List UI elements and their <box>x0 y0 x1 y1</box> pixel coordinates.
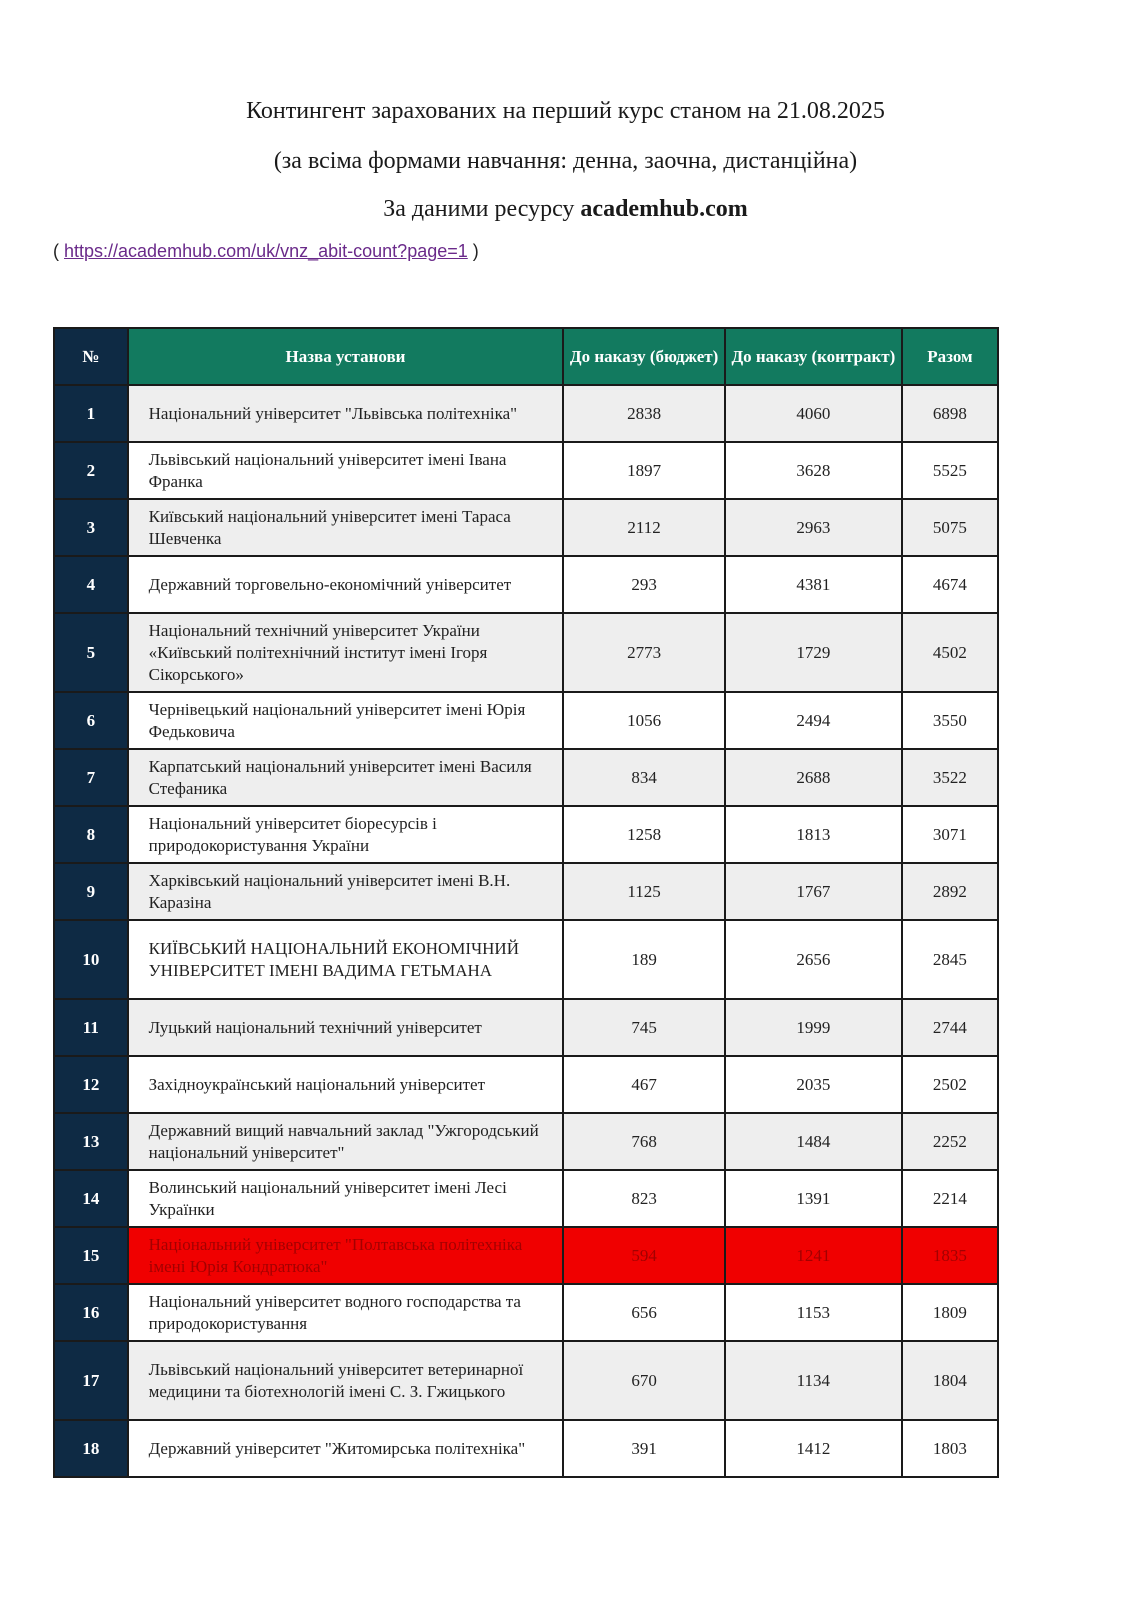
table-row <box>54 556 998 613</box>
table-row <box>54 749 998 806</box>
institution-name: Волинський національний університет імені Лесі Українки <box>128 1170 564 1227</box>
contract-count: 1391 <box>725 1170 902 1227</box>
contract-count: 2656 <box>725 920 902 999</box>
header-budget: До наказу (бюджет) <box>563 328 725 385</box>
table-row <box>54 613 998 692</box>
total-count: 6898 <box>902 385 998 442</box>
source-close-paren: ) <box>467 241 479 261</box>
budget-count: 1258 <box>563 806 725 863</box>
institution-name: Львівський національний університет імені Івана Франка <box>128 442 564 499</box>
institution-name: Державний вищий навчальний заклад "Ужгородський національний університет" <box>128 1113 564 1170</box>
table-row <box>54 385 998 442</box>
row-number: 1 <box>54 385 128 442</box>
row-number: 9 <box>54 863 128 920</box>
institution-name: Національний університет "Львівська політехніка" <box>128 385 564 442</box>
institution-name: КИЇВСЬКИЙ НАЦІОНАЛЬНИЙ ЕКОНОМІЧНИЙ УНІВЕРСИТЕТ ІМЕНІ ВАДИМА ГЕТЬМАНА <box>128 920 564 999</box>
total-count: 2845 <box>902 920 998 999</box>
row-number: 15 <box>54 1227 128 1284</box>
contract-count: 1484 <box>725 1113 902 1170</box>
row-number: 17 <box>54 1341 128 1420</box>
contract-count: 2035 <box>725 1056 902 1113</box>
total-count: 5525 <box>902 442 998 499</box>
data-source-line <box>0 194 1131 224</box>
total-count: 2744 <box>902 999 998 1056</box>
total-count: 3550 <box>902 692 998 749</box>
total-count: 2214 <box>902 1170 998 1227</box>
contract-count: 1153 <box>725 1284 902 1341</box>
row-number: 16 <box>54 1284 128 1341</box>
institution-name: Луцький національний технічний університет <box>128 999 564 1056</box>
total-count: 1804 <box>902 1341 998 1420</box>
budget-count: 391 <box>563 1420 725 1477</box>
total-count: 2892 <box>902 863 998 920</box>
table-row <box>54 692 998 749</box>
contract-count: 1767 <box>725 863 902 920</box>
source-link-line <box>53 240 479 262</box>
row-number: 13 <box>54 1113 128 1170</box>
contract-count: 1729 <box>725 613 902 692</box>
table-row <box>54 999 998 1056</box>
total-count: 3071 <box>902 806 998 863</box>
institution-name: Державний університет "Житомирська політехніка" <box>128 1420 564 1477</box>
institution-name: Національний університет водного господарства та природокористування <box>128 1284 564 1341</box>
budget-count: 834 <box>563 749 725 806</box>
budget-count: 1897 <box>563 442 725 499</box>
enrollment-table <box>53 327 999 1478</box>
contract-count: 1241 <box>725 1227 902 1284</box>
budget-count: 745 <box>563 999 725 1056</box>
contract-count: 2494 <box>725 692 902 749</box>
contract-count: 1999 <box>725 999 902 1056</box>
institution-name: Західноукраїнський національний університет <box>128 1056 564 1113</box>
table-row <box>54 442 998 499</box>
row-number: 11 <box>54 999 128 1056</box>
total-count: 5075 <box>902 499 998 556</box>
budget-count: 467 <box>563 1056 725 1113</box>
row-number: 3 <box>54 499 128 556</box>
budget-count: 1056 <box>563 692 725 749</box>
contract-count: 1412 <box>725 1420 902 1477</box>
header-total: Разом <box>902 328 998 385</box>
contract-count: 3628 <box>725 442 902 499</box>
contract-count: 1813 <box>725 806 902 863</box>
row-number: 14 <box>54 1170 128 1227</box>
contract-count: 4381 <box>725 556 902 613</box>
institution-name: Чернівецький національний університет імені Юрія Федьковича <box>128 692 564 749</box>
table-row <box>54 1227 998 1284</box>
institution-name: Державний торговельно-економічний університет <box>128 556 564 613</box>
institution-name: Львівський національний університет ветеринарної медицини та біотехнологій імені С. З. Гжицького <box>128 1341 564 1420</box>
source-link[interactable]: https://academhub.com/uk/vnz_abit-count?page=1 <box>64 241 468 261</box>
table-row <box>54 1113 998 1170</box>
budget-count: 2112 <box>563 499 725 556</box>
total-count: 4674 <box>902 556 998 613</box>
contract-count: 2688 <box>725 749 902 806</box>
table-row <box>54 863 998 920</box>
budget-count: 823 <box>563 1170 725 1227</box>
table-header-row <box>54 328 998 385</box>
contract-count: 2963 <box>725 499 902 556</box>
table-row <box>54 1341 998 1420</box>
budget-count: 594 <box>563 1227 725 1284</box>
table-row <box>54 806 998 863</box>
data-source-site: academhub.com <box>580 196 748 222</box>
source-open-paren: ( <box>53 241 64 261</box>
budget-count: 2838 <box>563 385 725 442</box>
institution-name: Національний університет біоресурсів і природокористування України <box>128 806 564 863</box>
total-count: 1803 <box>902 1420 998 1477</box>
total-count: 1809 <box>902 1284 998 1341</box>
row-number: 12 <box>54 1056 128 1113</box>
row-number: 6 <box>54 692 128 749</box>
budget-count: 189 <box>563 920 725 999</box>
row-number: 2 <box>54 442 128 499</box>
total-count: 3522 <box>902 749 998 806</box>
header-institution-name: Назва установи <box>128 328 564 385</box>
institution-name: Національний університет "Полтавська політехніка імені Юрія Кондратюка" <box>128 1227 564 1284</box>
row-number: 8 <box>54 806 128 863</box>
contract-count: 4060 <box>725 385 902 442</box>
document-subtitle: (за всіма формами навчання: денна, заочна, дистанційна) <box>273 148 858 174</box>
table-row <box>54 920 998 999</box>
row-number: 18 <box>54 1420 128 1477</box>
row-number: 4 <box>54 556 128 613</box>
header-number: № <box>54 328 128 385</box>
row-number: 7 <box>54 749 128 806</box>
table-row <box>54 1170 998 1227</box>
total-count: 1835 <box>902 1227 998 1284</box>
total-count: 2252 <box>902 1113 998 1170</box>
table-row <box>54 1284 998 1341</box>
total-count: 2502 <box>902 1056 998 1113</box>
table-body <box>54 385 998 1477</box>
row-number: 10 <box>54 920 128 999</box>
header-contract: До наказу (контракт) <box>725 328 902 385</box>
data-source-prefix: За даними ресурсу <box>383 196 581 222</box>
budget-count: 670 <box>563 1341 725 1420</box>
table-row <box>54 1420 998 1477</box>
budget-count: 656 <box>563 1284 725 1341</box>
budget-count: 293 <box>563 556 725 613</box>
total-count: 4502 <box>902 613 998 692</box>
budget-count: 768 <box>563 1113 725 1170</box>
table-row <box>54 1056 998 1113</box>
institution-name: Національний технічний університет України «Київський політехнічний інститут імені Ігоря Сікорського» <box>128 613 564 692</box>
row-number: 5 <box>54 613 128 692</box>
institution-name: Карпатський національний університет імені Василя Стефаника <box>128 749 564 806</box>
table-row <box>54 499 998 556</box>
contract-count: 1134 <box>725 1341 902 1420</box>
institution-name: Київський національний університет імені Тараса Шевченка <box>128 499 564 556</box>
budget-count: 2773 <box>563 613 725 692</box>
budget-count: 1125 <box>563 863 725 920</box>
document-title: Контингент зарахованих на перший курс станом на 21.08.2025 <box>246 98 885 124</box>
institution-name: Харківський національний університет імені В.Н. Каразіна <box>128 863 564 920</box>
